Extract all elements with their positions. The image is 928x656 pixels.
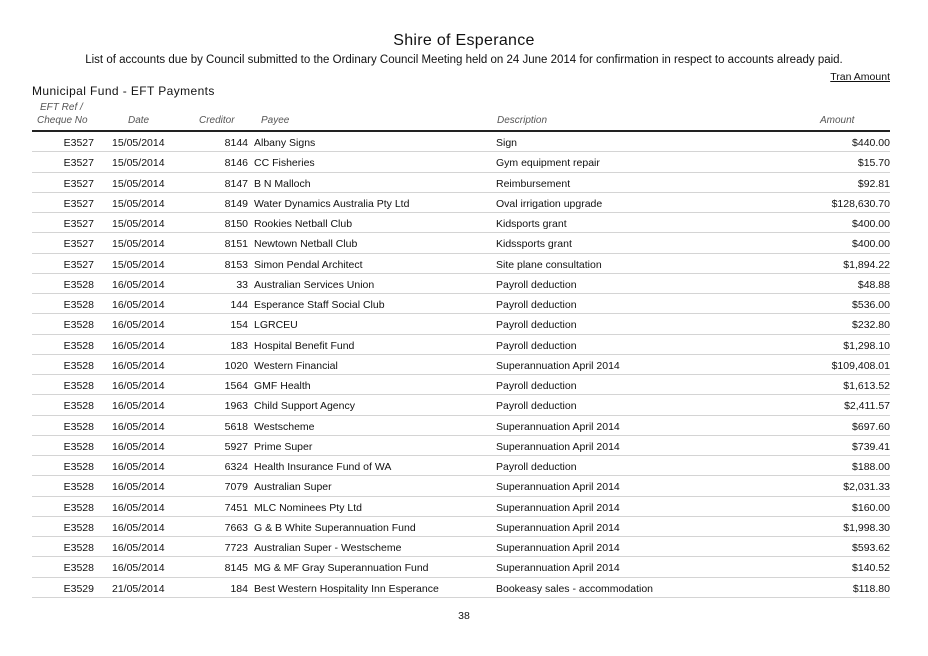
- creditor-cell: 8149: [224, 197, 248, 210]
- table-row: [32, 436, 890, 456]
- eft-ref-cell: E3528: [63, 359, 94, 372]
- eft-ref-cell: E3527: [63, 177, 94, 190]
- page-title: Shire of Esperance: [393, 32, 535, 49]
- table-row: [32, 578, 890, 598]
- creditor-cell: 7451: [224, 501, 248, 514]
- section-title: Municipal Fund - EFT Payments: [32, 84, 215, 98]
- creditor-cell: 1020: [224, 359, 248, 372]
- date-cell: 16/05/2014: [112, 359, 165, 372]
- payee-cell: Australian Super: [254, 481, 332, 494]
- eft-ref-cell: E3528: [63, 299, 94, 311]
- column-header-ref-line2: Cheque No: [37, 115, 88, 126]
- eft-ref-cell: E3529: [63, 582, 94, 595]
- payee-cell: Newtown Netball Club: [254, 238, 358, 251]
- amount-cell: $48.88: [857, 278, 890, 291]
- description-cell: Payroll deduction: [496, 400, 577, 413]
- creditor-cell: 184: [230, 582, 248, 595]
- description-cell: Superannuation April 2014: [496, 481, 620, 494]
- table-row: [32, 416, 890, 436]
- payee-cell: G & B White Superannuation Fund: [254, 521, 416, 534]
- date-cell: 16/05/2014: [112, 501, 165, 514]
- table-row: [32, 517, 890, 537]
- date-cell: 15/05/2014: [112, 177, 165, 190]
- table-row: [32, 132, 890, 152]
- payments-table: [32, 132, 890, 598]
- payee-cell: Health Insurance Fund of WA: [254, 461, 392, 473]
- payee-cell: CC Fisheries: [254, 157, 315, 170]
- table-row: [32, 173, 890, 193]
- description-cell: Reimbursement: [496, 177, 571, 190]
- amount-cell: $2,031.33: [843, 481, 890, 494]
- description-cell: Superannuation April 2014: [496, 542, 620, 554]
- description-cell: Payroll deduction: [496, 319, 577, 332]
- payee-cell: Child Support Agency: [254, 400, 355, 413]
- date-cell: 16/05/2014: [112, 299, 165, 311]
- eft-ref-cell: E3528: [63, 400, 94, 413]
- column-header-ref-line1: EFT Ref /: [40, 102, 83, 113]
- column-header-creditor: Creditor: [199, 115, 235, 126]
- payee-cell: Albany Signs: [254, 137, 316, 149]
- creditor-cell: 8150: [224, 218, 248, 230]
- creditor-cell: 8145: [224, 562, 248, 575]
- report-subtitle: List of accounts due by Council submitted to the Ordinary Council Meeting held on 24 June 2014 for confirmation in respect to accounts already paid.: [85, 54, 843, 66]
- creditor-cell: 154: [230, 319, 248, 332]
- column-header-description: Description: [497, 115, 548, 126]
- date-cell: 15/05/2014: [112, 197, 165, 210]
- creditor-cell: 8153: [224, 258, 248, 271]
- column-header-payee: Payee: [261, 115, 290, 126]
- date-cell: 16/05/2014: [112, 319, 165, 332]
- amount-cell: $92.81: [857, 177, 890, 190]
- table-row: [32, 152, 890, 172]
- column-header-amount: Amount: [820, 115, 855, 126]
- amount-cell: $188.00: [852, 461, 890, 473]
- table-row: [32, 355, 890, 375]
- eft-ref-cell: E3527: [63, 258, 94, 271]
- amount-cell: $118.80: [852, 582, 890, 595]
- eft-ref-cell: E3528: [63, 481, 94, 494]
- amount-cell: $1,298.10: [843, 339, 890, 352]
- payee-cell: Australian Super - Westscheme: [254, 542, 402, 554]
- payee-cell: B N Malloch: [254, 177, 311, 190]
- table-row: [32, 213, 890, 233]
- description-cell: Oval irrigation upgrade: [496, 197, 603, 210]
- payee-cell: MG & MF Gray Superannuation Fund: [254, 562, 429, 575]
- eft-ref-cell: E3528: [63, 501, 94, 514]
- amount-cell: $232.80: [852, 319, 890, 332]
- payee-cell: Hospital Benefit Fund: [254, 339, 355, 352]
- description-cell: Sign: [496, 137, 518, 149]
- date-cell: 16/05/2014: [112, 542, 165, 554]
- payee-cell: Esperance Staff Social Club: [254, 299, 385, 311]
- description-cell: Payroll deduction: [496, 339, 577, 352]
- creditor-cell: 7079: [224, 481, 248, 494]
- description-cell: Gym equipment repair: [496, 157, 600, 170]
- date-cell: 16/05/2014: [112, 278, 165, 291]
- payee-cell: Rookies Netball Club: [254, 218, 353, 230]
- description-cell: Kidssports grant: [496, 238, 572, 251]
- amount-cell: $1,998.30: [843, 521, 890, 534]
- creditor-cell: 1564: [224, 380, 248, 392]
- description-cell: Superannuation April 2014: [496, 420, 620, 433]
- column-header-date: Date: [128, 115, 150, 126]
- date-cell: 21/05/2014: [112, 582, 165, 595]
- page-number: 38: [458, 610, 470, 622]
- table-row: [32, 233, 890, 253]
- payee-cell: LGRCEU: [254, 319, 298, 332]
- payee-cell: MLC Nominees Pty Ltd: [254, 501, 362, 514]
- description-cell: Payroll deduction: [496, 299, 577, 311]
- description-cell: Bookeasy sales - accommodation: [496, 582, 653, 595]
- eft-ref-cell: E3528: [63, 461, 94, 473]
- eft-ref-cell: E3528: [63, 521, 94, 534]
- table-row: [32, 335, 890, 355]
- date-cell: 16/05/2014: [112, 339, 165, 352]
- eft-ref-cell: E3528: [63, 440, 94, 453]
- eft-ref-cell: E3527: [63, 137, 94, 149]
- table-row: [32, 314, 890, 334]
- description-cell: Superannuation April 2014: [496, 359, 620, 372]
- creditor-cell: 144: [230, 299, 248, 311]
- amount-cell: $15.70: [857, 157, 890, 170]
- payee-cell: Best Western Hospitality Inn Esperance: [254, 582, 439, 595]
- amount-cell: $128,630.70: [831, 197, 890, 210]
- date-cell: 16/05/2014: [112, 420, 165, 433]
- date-cell: 16/05/2014: [112, 481, 165, 494]
- creditor-cell: 6324: [224, 461, 248, 473]
- table-row: [32, 274, 890, 294]
- eft-ref-cell: E3528: [63, 542, 94, 554]
- creditor-cell: 8144: [224, 137, 248, 149]
- description-cell: Superannuation April 2014: [496, 562, 620, 575]
- payee-cell: Water Dynamics Australia Pty Ltd: [254, 197, 410, 210]
- description-cell: Site plane consultation: [496, 258, 602, 271]
- date-cell: 15/05/2014: [112, 238, 165, 251]
- table-row: [32, 395, 890, 415]
- payee-cell: Australian Services Union: [254, 278, 375, 291]
- description-cell: Superannuation April 2014: [496, 521, 620, 534]
- eft-ref-cell: E3528: [63, 562, 94, 575]
- description-cell: Payroll deduction: [496, 461, 577, 473]
- amount-cell: $400.00: [852, 218, 890, 230]
- date-cell: 15/05/2014: [112, 137, 165, 149]
- creditor-cell: 183: [230, 339, 248, 352]
- amount-cell: $140.52: [852, 562, 890, 575]
- eft-ref-cell: E3528: [63, 319, 94, 332]
- payee-cell: GMF Health: [254, 380, 311, 392]
- table-row: [32, 557, 890, 577]
- date-cell: 15/05/2014: [112, 218, 165, 230]
- description-cell: Superannuation April 2014: [496, 440, 620, 453]
- table-row: [32, 193, 890, 213]
- eft-ref-cell: E3528: [63, 278, 94, 291]
- date-cell: 16/05/2014: [112, 521, 165, 534]
- tran-amount-label: Tran Amount: [830, 71, 890, 83]
- description-cell: Kidsports grant: [496, 218, 567, 230]
- creditor-cell: 7723: [224, 542, 248, 554]
- amount-cell: $593.62: [852, 542, 890, 554]
- date-cell: 15/05/2014: [112, 157, 165, 170]
- amount-cell: $536.00: [852, 299, 890, 311]
- creditor-cell: 5927: [224, 440, 248, 453]
- eft-ref-cell: E3527: [63, 157, 94, 170]
- payee-cell: Western Financial: [254, 359, 338, 372]
- eft-ref-cell: E3527: [63, 218, 94, 230]
- creditor-cell: 8147: [224, 177, 248, 190]
- table-row: [32, 537, 890, 557]
- amount-cell: $160.00: [852, 501, 890, 514]
- eft-ref-cell: E3528: [63, 380, 94, 392]
- description-cell: Payroll deduction: [496, 380, 577, 392]
- payee-cell: Westscheme: [254, 420, 315, 433]
- amount-cell: $400.00: [852, 238, 890, 251]
- table-row: [32, 456, 890, 476]
- table-row: [32, 294, 890, 314]
- payee-cell: Prime Super: [254, 440, 313, 453]
- table-row: [32, 375, 890, 395]
- creditor-cell: 7663: [224, 521, 248, 534]
- description-cell: Payroll deduction: [496, 278, 577, 291]
- creditor-cell: 8146: [224, 157, 248, 170]
- creditor-cell: 5618: [224, 420, 248, 433]
- amount-cell: $739.41: [852, 440, 890, 453]
- amount-cell: $109,408.01: [831, 359, 890, 372]
- amount-cell: $2,411.57: [844, 400, 890, 413]
- table-row: [32, 497, 890, 517]
- date-cell: 16/05/2014: [112, 400, 165, 413]
- date-cell: 16/05/2014: [112, 380, 165, 392]
- eft-ref-cell: E3528: [63, 339, 94, 352]
- amount-cell: $440.00: [852, 137, 890, 149]
- amount-cell: $697.60: [852, 420, 890, 433]
- date-cell: 16/05/2014: [112, 562, 165, 575]
- date-cell: 16/05/2014: [112, 440, 165, 453]
- table-row: [32, 254, 890, 274]
- eft-ref-cell: E3527: [63, 197, 94, 210]
- amount-cell: $1,894.22: [843, 258, 890, 271]
- table-row: [32, 476, 890, 496]
- creditor-cell: 1963: [224, 400, 248, 413]
- amount-cell: $1,613.52: [843, 380, 890, 392]
- creditor-cell: 33: [236, 278, 248, 291]
- payee-cell: Simon Pendal Architect: [254, 258, 363, 271]
- date-cell: 15/05/2014: [112, 258, 165, 271]
- eft-ref-cell: E3528: [63, 420, 94, 433]
- description-cell: Superannuation April 2014: [496, 501, 620, 514]
- creditor-cell: 8151: [224, 238, 248, 251]
- eft-ref-cell: E3527: [63, 238, 94, 251]
- date-cell: 16/05/2014: [112, 461, 165, 473]
